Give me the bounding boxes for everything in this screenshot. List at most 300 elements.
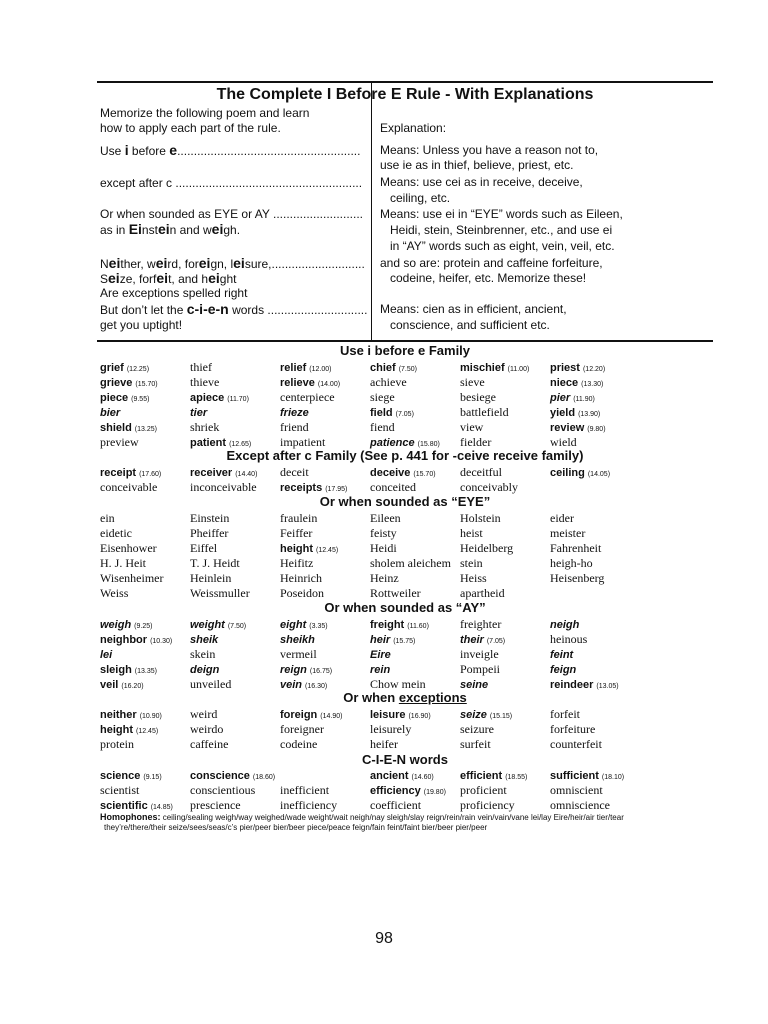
- word-cell: [370, 556, 451, 571]
- word: patient: [190, 437, 227, 449]
- word-score: (11.00): [507, 366, 530, 373]
- word: heifer: [370, 737, 398, 751]
- word-cell: [370, 511, 401, 526]
- word: receipt: [100, 467, 137, 479]
- word: review: [550, 422, 585, 434]
- table-row: [100, 480, 730, 495]
- word: eidetic: [100, 526, 132, 540]
- word-cell: [280, 556, 313, 571]
- word: Eileen: [370, 511, 401, 525]
- word: mischief: [460, 362, 505, 374]
- word-cell: [280, 511, 317, 526]
- poem-text: gh.: [223, 223, 241, 237]
- word: relief: [280, 362, 307, 374]
- word: besiege: [460, 390, 496, 404]
- emphasis-letters: c-i-e-n: [186, 301, 229, 317]
- table-row: [100, 541, 730, 556]
- word-cell: [460, 798, 515, 813]
- emphasis-letters: e: [169, 142, 178, 158]
- word-score: (16.20): [121, 683, 144, 690]
- intro-line-1: Memorize the following poem and learn: [100, 106, 310, 120]
- word: inefficiency: [280, 798, 338, 812]
- explanation-line: Means: use cei as in receive, deceive,: [380, 175, 583, 189]
- word-score: (9.55): [131, 396, 150, 403]
- word-score: (7.05): [395, 411, 414, 418]
- word-cell: [460, 541, 513, 556]
- word: heinous: [550, 632, 588, 646]
- poem-text: as in: [100, 223, 129, 237]
- word-cell: [280, 647, 317, 662]
- word-cell: [550, 526, 585, 541]
- word: Fahrenheit: [550, 541, 602, 555]
- word: science: [100, 770, 141, 782]
- word: seizure: [460, 722, 494, 736]
- word-cell: [100, 556, 146, 571]
- poem-text: gn, l: [210, 257, 234, 271]
- word-cell: [280, 420, 309, 435]
- word-cell: [280, 586, 324, 601]
- word: achieve: [370, 375, 407, 389]
- poem-text: except after c: [100, 176, 176, 190]
- word-cell: [280, 722, 324, 737]
- word: shriek: [190, 420, 220, 434]
- word: forfeiture: [550, 722, 596, 736]
- table-row: [100, 511, 730, 526]
- word-score: (15.75): [393, 638, 416, 645]
- emphasis-letters: ei: [155, 255, 168, 271]
- word-score: (14.00): [317, 381, 341, 388]
- word-score: (9.80): [587, 426, 606, 433]
- explanation-line: conscience, and sufficient etc.: [390, 318, 550, 332]
- section-heading: Use i before e Family: [339, 343, 471, 358]
- poem-text: ght: [219, 272, 237, 286]
- poem-text: rd, for: [167, 257, 199, 271]
- word-cell: [190, 511, 229, 526]
- word: deceit: [280, 465, 309, 479]
- word: reindeer: [550, 679, 594, 691]
- word: preview: [100, 435, 139, 449]
- word: feint: [550, 649, 574, 661]
- poem-text: .......................................................: [177, 144, 361, 158]
- table-row: [100, 647, 730, 662]
- word-cell: [100, 571, 164, 586]
- word-score: (19.80): [423, 789, 446, 796]
- word: conscience: [190, 770, 250, 782]
- table-row: [100, 375, 730, 390]
- word: weird: [190, 707, 218, 721]
- word-cell: [370, 647, 391, 663]
- word-cell: [460, 737, 491, 752]
- word: patience: [370, 437, 415, 449]
- word: piece: [100, 392, 129, 404]
- poem-text: get you uptight!: [100, 318, 183, 332]
- word-cell: [550, 632, 587, 647]
- word: receipts: [280, 482, 323, 494]
- poem-line: [100, 176, 362, 191]
- word: inveigle: [460, 647, 499, 661]
- section-heading: [97, 690, 713, 705]
- word: Weiss: [100, 586, 129, 600]
- word: surfeit: [460, 737, 491, 751]
- word: friend: [280, 420, 309, 434]
- word: scientific: [100, 800, 148, 812]
- word: T. J. Heidt: [190, 556, 240, 570]
- word: priest: [550, 362, 580, 374]
- word-cell: [280, 783, 329, 798]
- word-cell: [190, 420, 219, 435]
- word: field: [370, 407, 393, 419]
- word: forfeit: [550, 707, 580, 721]
- word: Pompeii: [460, 662, 501, 676]
- word: Heinlein: [190, 571, 232, 585]
- table-row: [100, 360, 730, 375]
- word: chief: [370, 362, 396, 374]
- word: freight: [370, 619, 405, 631]
- word-cell: [190, 586, 250, 601]
- emphasis-letters: ei: [157, 221, 170, 237]
- word: apartheid: [460, 586, 505, 600]
- word-score: (13.25): [134, 426, 157, 433]
- word: leisurely: [370, 722, 412, 736]
- word-cell: [550, 737, 602, 752]
- word-cell: [550, 511, 574, 526]
- word-cell: [370, 571, 399, 586]
- poem-line: [100, 222, 240, 238]
- poem-text: ........................................................: [175, 176, 363, 190]
- word: reign: [280, 664, 307, 676]
- explanation-line: use ie as in thief, believe, priest, etc.: [380, 158, 574, 172]
- word: height: [100, 724, 133, 736]
- table-row: [100, 526, 730, 541]
- word-score: (9.25): [134, 623, 153, 630]
- word: sieve: [460, 375, 485, 389]
- table-row: [100, 798, 730, 813]
- word-score: (18.60): [252, 774, 276, 781]
- word: Rottweiler: [370, 586, 421, 600]
- column-divider: [371, 83, 372, 340]
- word: sheik: [190, 634, 219, 646]
- word-cell: [460, 390, 496, 405]
- emphasis-letters: ei: [108, 270, 120, 286]
- word-cell: [550, 617, 579, 633]
- section-heading: Except after c Family (See p. 441 for -ceive receive family): [226, 448, 584, 463]
- table-row: [100, 662, 730, 677]
- word-score: (11.60): [407, 623, 429, 630]
- explanation-line: ceiling, etc.: [390, 191, 451, 205]
- word: Heisenberg: [550, 571, 605, 585]
- word: eight: [280, 619, 307, 631]
- section-heading: C-I-E-N words: [362, 752, 448, 767]
- word-cell: [100, 647, 112, 663]
- word-score: (10.90): [139, 713, 162, 720]
- word-cell: [190, 480, 257, 495]
- table-row: [100, 768, 730, 783]
- word-score: (13.30): [581, 381, 604, 388]
- word: conceited: [370, 480, 416, 494]
- explanation-line: Means: use ei in “EYE” words such as Eileen,: [380, 207, 623, 221]
- section-heading: Or when sounded as “AY”: [324, 600, 486, 615]
- word: rein: [370, 664, 391, 676]
- word-cell: [190, 405, 207, 421]
- word: lei: [100, 649, 113, 661]
- word: Heidi: [370, 541, 397, 555]
- word: sleigh: [100, 664, 132, 676]
- word-cell: [550, 571, 604, 586]
- word: Eire: [370, 649, 391, 661]
- word: proficiency: [460, 798, 515, 812]
- word: conceivable: [100, 480, 158, 494]
- word-cell: [370, 737, 398, 752]
- poem-text: S: [100, 272, 109, 286]
- poem-line: [100, 302, 367, 318]
- word-cell: [550, 722, 595, 737]
- emphasis-letters: ei: [156, 270, 169, 286]
- word-cell: [100, 783, 139, 798]
- table-row: [100, 737, 730, 752]
- poem-text: ...........................: [273, 207, 364, 221]
- word-score: (14.40): [235, 471, 258, 478]
- word-score: (12.45): [136, 728, 159, 735]
- word-cell: [370, 541, 397, 556]
- word-cell: [100, 511, 115, 526]
- word: codeine: [280, 737, 318, 751]
- emphasis-letters: ei: [211, 221, 224, 237]
- word: feign: [550, 664, 577, 676]
- table-row: [100, 420, 730, 435]
- word: skein: [190, 647, 216, 661]
- word: Heifitz: [280, 556, 314, 570]
- poem-text: before: [128, 144, 170, 158]
- word: conscientious: [190, 783, 256, 797]
- word: sheikh: [280, 634, 315, 646]
- word-cell: [460, 586, 505, 601]
- poem-text: ther, w: [120, 257, 156, 271]
- word: conceivably: [460, 480, 518, 494]
- poem-text: nst: [141, 223, 158, 237]
- table-row: [100, 571, 730, 586]
- word: bier: [100, 407, 121, 419]
- word: Holstein: [460, 511, 501, 525]
- section-heading-underlined: exceptions: [398, 690, 467, 705]
- word: foreign: [280, 709, 318, 721]
- word: wield: [550, 435, 577, 449]
- word: weight: [190, 619, 225, 631]
- word: Poseidon: [280, 586, 325, 600]
- word: frieze: [280, 407, 309, 419]
- word: protein: [100, 737, 134, 751]
- explanation-line: and so are: protein and caffeine forfeiture,: [380, 256, 603, 270]
- word-cell: [460, 405, 509, 420]
- word-score: (14.60): [411, 774, 434, 781]
- word-cell: [190, 541, 217, 556]
- word-cell: [370, 480, 416, 495]
- word-cell: [550, 662, 576, 678]
- explanation-line: in “AY” words such as eight, vein, veil, etc.: [390, 239, 615, 253]
- word-cell: [280, 405, 309, 421]
- word: proficient: [460, 783, 507, 797]
- word-cell: [370, 420, 395, 435]
- table-row: [100, 617, 730, 632]
- emphasis-letters: ei: [233, 255, 245, 271]
- word-cell: [100, 526, 132, 541]
- word-cell: [100, 480, 157, 495]
- word-cell: [460, 571, 487, 586]
- table-row: [100, 465, 730, 480]
- table-row: [100, 722, 730, 737]
- word: omniscient: [550, 783, 603, 797]
- poem-text: n and w: [169, 223, 212, 237]
- poem-text: Or when sounded as EYE or AY: [100, 207, 273, 221]
- word-cell: [370, 722, 411, 737]
- word: H. J. Heit: [100, 556, 146, 570]
- explanation-line: codeine, heifer, etc. Memorize these!: [390, 271, 587, 285]
- poem-line: [100, 271, 236, 287]
- word-cell: [460, 647, 499, 662]
- homophones-line-1: [100, 812, 624, 823]
- word-score: (14.90): [320, 713, 343, 720]
- word-cell: [190, 526, 228, 541]
- word: thieve: [190, 375, 220, 389]
- poem-text: sure,: [244, 257, 272, 271]
- word-cell: [280, 632, 315, 648]
- word-cell: [550, 783, 603, 798]
- word-score: (16.90): [408, 713, 431, 720]
- word-cell: [550, 707, 580, 722]
- word-cell: [280, 465, 309, 480]
- word-score: (15.15): [489, 713, 513, 720]
- word: freighter: [460, 617, 502, 631]
- word: Feiffer: [280, 526, 313, 540]
- word: deign: [190, 664, 220, 676]
- word: coefficient: [370, 798, 422, 812]
- word: sholem aleichem: [370, 556, 451, 570]
- homophones-label: Homophones:: [100, 812, 161, 822]
- word-score: (12.00): [309, 366, 332, 373]
- page-number: 98: [375, 930, 393, 947]
- word-score: (17.95): [325, 486, 348, 493]
- word: omniscience: [550, 798, 610, 812]
- section-heading: Or when sounded as “EYE”: [319, 494, 491, 509]
- word-cell: [370, 526, 397, 541]
- explanation-line: Heidi, stein, Steinbrenner, etc., and use ei: [390, 223, 613, 237]
- poem-text: t, and h: [168, 272, 209, 286]
- word: sufficient: [550, 770, 599, 782]
- word-cell: [100, 541, 157, 556]
- word: niece: [550, 377, 579, 389]
- word: deceitful: [460, 465, 502, 479]
- word: tier: [190, 407, 208, 419]
- word-cell: [460, 420, 483, 435]
- word: heir: [370, 634, 391, 646]
- word: Heiss: [460, 571, 487, 585]
- word: pier: [550, 392, 571, 404]
- word-score: (16.75): [309, 668, 333, 675]
- word: inefficient: [280, 783, 330, 797]
- word: Pheiffer: [190, 526, 229, 540]
- word-score: (16.30): [305, 683, 328, 690]
- poem-text: words: [228, 303, 268, 317]
- word: Chow mein: [370, 677, 426, 691]
- word-cell: [190, 707, 217, 722]
- word: weirdo: [190, 722, 224, 736]
- word: vermeil: [280, 647, 317, 661]
- emphasis-letters: ei: [208, 270, 220, 286]
- word-score: (12.45): [316, 547, 339, 554]
- word-cell: [370, 586, 421, 601]
- word-cell: [460, 526, 483, 541]
- word: apiece: [190, 392, 225, 404]
- word: receiver: [190, 467, 233, 479]
- word-score: (12.20): [582, 366, 606, 373]
- word-cell: [460, 556, 483, 571]
- word-cell: [190, 632, 218, 648]
- word-cell: [100, 737, 134, 752]
- table-row: [100, 783, 730, 798]
- word-cell: [550, 556, 593, 571]
- homophones-line-2: they’re/there/their seize/sees/seas/c’s pier/peer bier/beer piece/peace feign/fain feint/faint bier/beer pier/peer: [104, 823, 488, 832]
- word-cell: [370, 798, 421, 813]
- word-cell: [460, 465, 502, 480]
- word-cell: [100, 586, 128, 601]
- word-score: (10.30): [150, 638, 173, 645]
- homophones-list-1: ceiling/sealing weigh/way weighed/wade weight/wait neigh/nay sleigh/slay reign/rein/rain vein/vain/vane lei/lay Eire/heir/air tier/tear: [162, 813, 624, 822]
- word-score: (7.05): [486, 638, 506, 645]
- word: neither: [100, 709, 137, 721]
- word-cell: [190, 798, 241, 813]
- word-cell: [190, 375, 219, 390]
- word-score: (13.05): [596, 683, 619, 690]
- word-cell: [280, 798, 337, 813]
- word-score: (14.05): [587, 471, 611, 478]
- word: impatient: [280, 435, 326, 449]
- word: veil: [100, 679, 119, 691]
- poem-line: [100, 143, 360, 159]
- emphasis-letters: Ei: [128, 221, 142, 237]
- word: grief: [100, 362, 124, 374]
- word: unveiled: [190, 677, 232, 691]
- word: meister: [550, 526, 586, 540]
- word: fraulein: [280, 511, 318, 525]
- word: eider: [550, 511, 574, 525]
- word-cell: [460, 511, 501, 526]
- word-cell: [460, 722, 494, 737]
- word: Eiffel: [190, 541, 218, 555]
- word: shield: [100, 422, 132, 434]
- word: efficient: [460, 770, 503, 782]
- word-cell: [370, 662, 390, 678]
- explanation-line: Means: cien as in efficient, ancient,: [380, 302, 567, 316]
- poem-text: But don’t let the: [100, 303, 187, 317]
- emphasis-letters: ei: [198, 255, 211, 271]
- word: their: [460, 634, 484, 646]
- word: ein: [100, 511, 115, 525]
- word-cell: [190, 556, 240, 571]
- middle-rule: [97, 340, 713, 342]
- word-cell: [100, 405, 120, 421]
- word-cell: [550, 541, 601, 556]
- word: Einstein: [190, 511, 230, 525]
- poem-text: Use: [100, 144, 125, 158]
- word-score: (12.25): [126, 366, 150, 373]
- word: neighbor: [100, 634, 148, 646]
- table-row: [100, 707, 730, 722]
- word: deceive: [370, 467, 411, 479]
- word-cell: [550, 647, 573, 663]
- word-cell: [370, 390, 395, 405]
- word: Weissmuller: [190, 586, 250, 600]
- word: battlefield: [460, 405, 509, 419]
- word: foreigner: [280, 722, 324, 736]
